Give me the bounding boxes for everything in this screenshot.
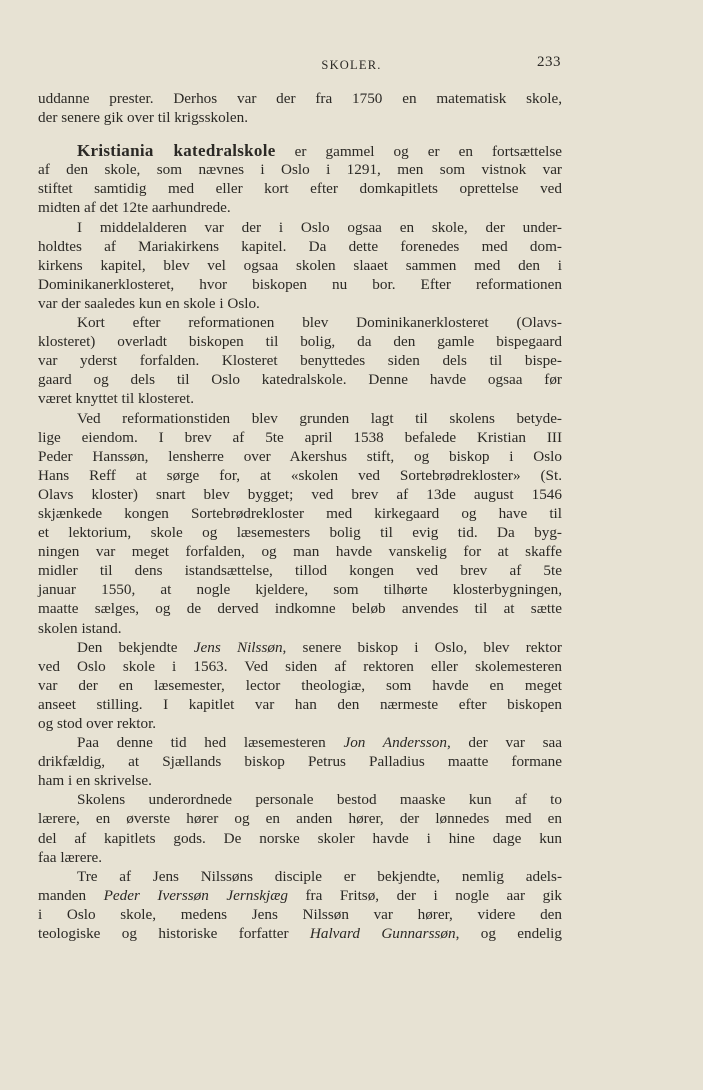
text-line: var der en læsemester, lector theologiæ, som havde en meget (38, 676, 562, 694)
body-text (38, 89, 562, 943)
text-line: kirkens kapitel, blev vel ogsaa skolen slaaet sammen med den i (38, 256, 562, 274)
text-line: lærere, en øverste hører og en anden hører, der lønnedes med en (38, 810, 562, 828)
text-line: faa lærere. (38, 848, 103, 866)
text-line: et lektorium, skole og læsemesters bolig til evig tid. Da byg- (38, 524, 562, 542)
text-line: holdtes af Mariakirkens kapitel. Da dette forenedes med dom- (38, 237, 562, 255)
text-line: Dominikanerklosteret, hvor biskopen nu bor. Efter reformationen (38, 275, 562, 293)
text-line: Hans Reff at sørge for, at «skolen ved Sortebrødrekloster» (St. (38, 466, 562, 484)
text-line: januar 1550, at nogle kjeldere, som tilhørte klosterbygningen, (38, 581, 562, 599)
text-line: været knyttet til klosteret. (38, 390, 195, 408)
text-line: klosteret) overladt biskopen til bolig, da den gamle bispegaard (38, 333, 562, 351)
text-line-with-name: teologiske og historiske forfatter Halvard Gunnarssøn, og endelig (38, 925, 562, 943)
person-name: Jens Nilssøn (193, 638, 283, 656)
text-line: af den skole, som nævnes i Oslo i 1291, men som vistnok var (38, 161, 562, 179)
text-line: Kort efter reformationen blev Dominikanerklosteret (Olavs- (77, 314, 562, 332)
text-line-with-name: Den bekjendte Jens Nilssøn, senere biskop i Oslo, blev rektor (77, 638, 562, 656)
text-line: anseet stilling. I kapitlet var han den nærmeste efter biskopen (38, 695, 562, 713)
page-number: 233 (537, 54, 561, 70)
person-name: Peder Iverssøn Jernskjæg (103, 886, 288, 904)
text-line: maatte sælges, og de derved indkomne beløb anvendes til at sætte (38, 600, 562, 618)
text-line: i Oslo skole, medens Jens Nilssøn var hører, videre den (38, 905, 562, 923)
text-line: midten af det 12te aarhundrede. (38, 199, 231, 217)
text-line: gaard og dels til Oslo katedralskole. Denne havde ogsaa før (38, 371, 562, 389)
text-line: uddanne prester. Derhos var der fra 1750 en matematisk skole, (38, 90, 562, 107)
text-line: drikfældig, at Sjællands biskop Petrus Palladius maatte formane (38, 753, 562, 771)
text-line-with-name: Paa denne tid hed læsemesteren Jon Andersson, der var saa (77, 734, 562, 752)
text-line: ningen var meget forfalden, og man havde vanskelig for at skaffe (38, 543, 562, 561)
text-line: del af kapitlets gods. De norske skoler havde i hine dage kun (38, 829, 562, 847)
text-line: ham i en skrivelse. (38, 772, 152, 790)
text-line: skjænkede kongen Sortebrødrekloster med kirkegaard og have til (38, 504, 562, 522)
text-line: der senere gik over til krigsskolen. (38, 109, 249, 127)
text-line: I middelalderen var der i Oslo ogsaa en skole, der under- (77, 218, 562, 236)
text-line: skolen istand. (38, 619, 122, 637)
text-line: Ved reformationstiden blev grunden lagt til skolens betyde- (77, 409, 562, 427)
text-line: stiftet samtidig med eller kort efter domkapitlets oprettelse ved (38, 180, 562, 198)
text-line: var der saaledes kun en skole i Oslo. (38, 294, 260, 312)
section-heading: Kristiania katedralskole (77, 141, 276, 161)
running-head (0, 54, 703, 78)
running-title: SKOLER. (321, 58, 382, 72)
text-line: lige eiendom. I brev af 5te april 1538 befalede Kristian III (38, 428, 562, 446)
text-line: Tre af Jens Nilssøns disciple er bekjendte, nemlig adels- (77, 867, 562, 885)
paragraph-gap (38, 127, 562, 141)
text-line: ved Oslo skole i 1563. Ved siden af rektoren eller skolemesteren (38, 657, 562, 675)
text-line: Skolens underordnede personale bestod maaske kun af to (77, 791, 562, 809)
text-line: var yderst forfalden. Klosteret benyttedes siden dels til bispe- (38, 352, 562, 370)
text-line: og stod over rektor. (38, 715, 157, 732)
person-name: Jon Andersson (343, 734, 447, 752)
text-line: midler til dens istandsættelse, tillod kongen ved brev af 5te (38, 562, 562, 580)
text-line: Peder Hanssøn, lensherre over Akershus stift, og biskop i Oslo (38, 447, 562, 465)
text-line-with-name: manden Peder Iverssøn Jernskjæg fra Fritsø, der i nogle aar gik (38, 886, 562, 904)
text-line: Olavs kloster) snart blev bygget; ved brev af 13de august 1546 (38, 485, 562, 503)
section-first-line: Kristiania katedralskole er gammel og er en fortsættelse (77, 141, 563, 161)
person-name: Halvard Gunnarssøn (309, 925, 456, 943)
